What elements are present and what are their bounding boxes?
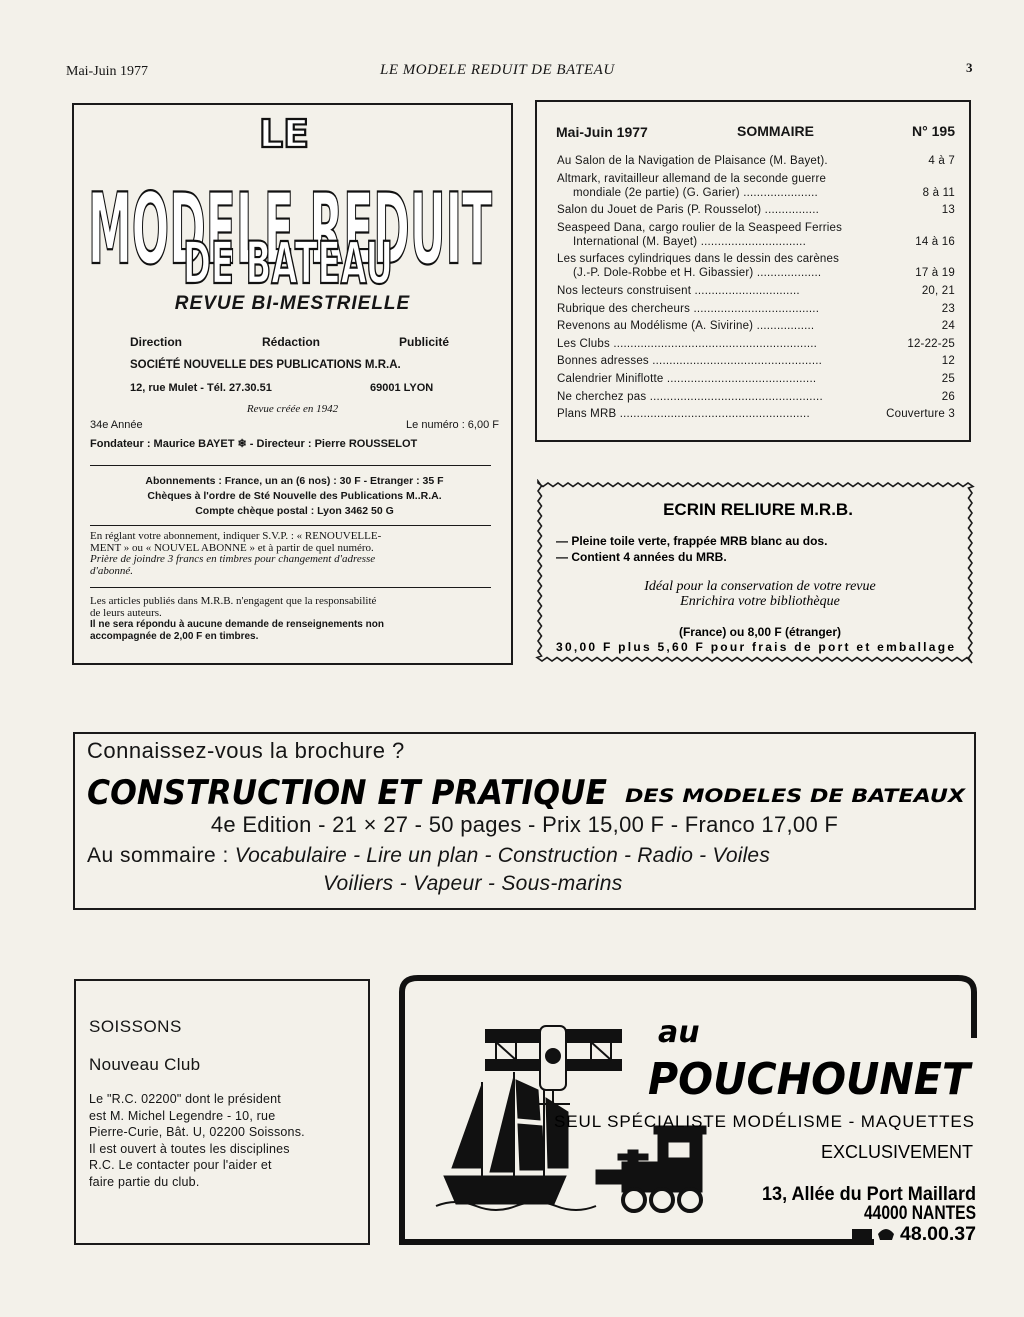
toc-item-page: 4 à 7	[925, 154, 955, 168]
subscriptions-block	[90, 474, 499, 519]
ecrin-bullet: — Contient 4 années du MRB.	[556, 550, 727, 564]
toc-item-page: 20, 21	[919, 284, 955, 298]
toc-item-page: 8 à 11	[920, 186, 955, 200]
brochure-title	[75, 768, 974, 818]
renewal-line: MENT » ou « NOUVEL ABONNE » et à partir de quel numéro.	[90, 541, 374, 554]
toc-item-title: Bonnes adresses ..................................................	[557, 355, 823, 368]
locomotive-icon	[596, 1126, 706, 1211]
brochure-question: Connaissez-vous la brochure ?	[87, 738, 405, 763]
toc-item-page: 26	[939, 390, 955, 404]
logo-le: LE	[258, 112, 310, 156]
toc-item	[557, 284, 955, 298]
divider	[90, 587, 491, 588]
sommaire-date: Mai-Juin 1977	[556, 124, 648, 140]
soissons-club-box	[74, 979, 370, 1245]
toc-item	[557, 354, 955, 368]
pouchounet-specialty: SEUL SPÉCIALISTE MODÉLISME - MAQUETTES	[554, 1112, 974, 1131]
toc-item	[557, 221, 955, 249]
masthead-box	[72, 103, 513, 665]
role-publicite: Publicité	[399, 335, 450, 349]
soissons-subheading: Nouveau Club	[89, 1055, 201, 1074]
toc-item-title: (J.-P. Dole-Robbe et H. Gibassier) ...................	[573, 267, 822, 280]
renewal-block	[90, 531, 499, 577]
cheques: Chèques à l'ordre de Sté Nouvelle des Publications M..R.A.	[147, 490, 442, 502]
ecrin-reliure-ad	[534, 479, 976, 665]
header-date: Mai-Juin 1977	[66, 64, 149, 79]
toc-item-title: International (M. Bayet) ...............................	[573, 235, 806, 248]
postal-account: Compte chèque postal : Lyon 3462 50 G	[195, 505, 394, 517]
role-direction: Direction	[130, 335, 183, 349]
ecrin-price: (France) ou 8,00 F (étranger)	[678, 625, 842, 639]
founded: Revue créée en 1942	[246, 403, 339, 415]
address: 12, rue Mulet - Tél. 27.30.51	[130, 382, 272, 394]
toc-item-title: Rubrique des chercheurs .....................................	[557, 302, 820, 315]
pouchounet-au: au	[658, 1015, 700, 1050]
divider	[90, 465, 491, 466]
brochure-title-main: CONSTRUCTION ET PRATIQUE	[87, 773, 607, 813]
logo-title: MODELE REDUIT	[88, 173, 493, 287]
pouchounet-phone: 48.00.37	[900, 1224, 976, 1245]
renewal-line: d'abonné.	[90, 564, 133, 577]
disclaimer-line: Il ne sera répondu à aucune demande de renseignements non	[90, 619, 384, 630]
toc-item-page: 17 à 19	[912, 266, 955, 280]
subscriptions: Abonnements : France, un an (6 nos) : 30 F - Etranger : 35 F	[145, 475, 444, 487]
toc-item	[557, 337, 955, 351]
toc-item-title: Revenons au Modélisme (A. Sivirine) .................	[557, 320, 815, 333]
toc-item-page: 23	[939, 302, 955, 316]
year: 34e Année	[90, 419, 143, 431]
toc-item	[557, 407, 955, 421]
disclaimer-block	[90, 596, 499, 642]
ecrin-bullet: — Pleine toile verte, frappée MRB blanc au dos.	[556, 534, 828, 548]
disclaimer-line: Les articles publiés dans M.R.B. n'engagent que la responsabilité	[90, 595, 377, 607]
toc-item-title: Les Clubs ............................................................	[557, 337, 818, 350]
tagline: REVUE BI-MESTRIELLE	[174, 293, 411, 314]
founders: Fondateur : Maurice BAYET ❄ - Directeur : Pierre ROUSSELOT	[90, 438, 418, 450]
summary-items: Voiliers - Vapeur - Sous-marins	[323, 872, 623, 895]
toc-item	[557, 372, 955, 386]
biplane-icon	[486, 1026, 621, 1104]
price: Le numéro : 6,00 F	[406, 419, 499, 431]
toc-item-page: 24	[939, 319, 955, 333]
toc-item-page: 12	[939, 354, 955, 368]
toc-item-title: Plans MRB ........................................................	[557, 408, 810, 421]
summary-label: Au sommaire :	[87, 844, 229, 867]
disclaimer-line: de leurs auteurs.	[90, 606, 162, 619]
toc-item-page: 25	[939, 372, 955, 386]
toc-item-title: Nos lecteurs construisent ...............................	[557, 285, 800, 297]
toc-item-page: 13	[939, 203, 955, 217]
brochure-title-sub: DES MODELES DE BATEAUX	[625, 785, 967, 807]
toc-item	[557, 302, 955, 316]
body-line: Pierre-Curie, Bât. U, 02200 Soissons.	[89, 1125, 305, 1139]
toc-item-title: Seaspeed Dana, cargo roulier de la Seaspeed Ferries	[557, 221, 843, 234]
ecrin-title: ECRIN RELIURE M.R.B.	[663, 500, 853, 519]
ecrin-slogan: Idéal pour la conservation de votre revue	[644, 579, 876, 594]
pouchounet-exclusive: EXCLUSIVEMENT	[820, 1142, 973, 1162]
body-line: est M. Michel Legendre - 10, rue	[89, 1108, 276, 1123]
sailing-ship-icon	[436, 1072, 596, 1210]
ad-frame	[852, 1229, 872, 1241]
toc-item	[557, 319, 955, 333]
publisher: SOCIÉTÉ NOUVELLE DES PUBLICATIONS M.R.A.	[130, 359, 401, 371]
toc-item-title: Les surfaces cylindriques dans le dessin des carènes	[557, 253, 840, 266]
soissons-body	[89, 1091, 356, 1190]
renewal-line: Prière de joindre 3 francs en timbres pour changement d'adresse	[90, 553, 376, 565]
toc-item-title: mondiale (2e partie) (G. Garier) ......................	[573, 186, 818, 199]
toc-item-title: Altmark, ravitailleur allemand de la seconde guerre	[557, 172, 827, 185]
ecrin-slogan: Enrichira votre bibliothèque	[680, 594, 840, 609]
body-line: R.C. Le contacter pour l'aider et	[89, 1158, 272, 1172]
header-magazine-title: LE MODELE REDUIT DE BATEAU	[380, 62, 615, 78]
divider	[90, 525, 491, 526]
renewal-line: En réglant votre abonnement, indiquer S.V.P. : « RENOUVELLE-	[90, 530, 382, 542]
phone-icon	[878, 1229, 894, 1240]
sommaire-box	[535, 100, 971, 442]
disclaimer-line: accompagnée de 2,00 F en timbres.	[90, 630, 259, 642]
role-redaction: Rédaction	[262, 335, 321, 349]
toc-item-page: Couverture 3	[883, 407, 955, 421]
pouchounet-name: POUCHOUNET	[648, 1054, 973, 1105]
toc-item	[557, 154, 955, 168]
pouchounet-ad	[396, 972, 980, 1252]
sommaire-title: SOMMAIRE	[737, 123, 814, 139]
toc-item	[557, 252, 955, 280]
toc-item-title: Calendrier Miniflotte ............................................	[557, 373, 817, 385]
toc-item-title: Au Salon de la Navigation de Plaisance (M. Bayet).	[557, 155, 828, 167]
body-line: faire partie du club.	[89, 1174, 200, 1189]
toc-item-page: 14 à 16	[912, 235, 955, 249]
brochure-edition: 4e Edition - 21 × 27 - 50 pages - Prix 15,00 F - Franco 17,00 F	[210, 812, 839, 837]
pouchounet-address: 13, Allée du Port Maillard	[762, 1184, 976, 1205]
summary-items: Vocabulaire - Lire un plan - Construction - Radio - Voiles	[234, 844, 771, 867]
toc-item	[557, 390, 955, 404]
brochure-summary	[87, 844, 770, 868]
ecrin-price: 30,00 F plus 5,60 F pour frais de port et emballage	[556, 640, 955, 654]
toc-item-title: Ne cherchez pas ...................................................	[557, 390, 823, 403]
city: 69001 LYON	[370, 382, 434, 394]
sommaire-issue: N° 195	[912, 123, 955, 139]
toc-item-page: 12-22-25	[904, 337, 955, 351]
toc-item-title: Salon du Jouet de Paris (P. Rousselot) ................	[557, 204, 819, 217]
toc-item	[557, 203, 955, 217]
logo-subtitle: DE BATEAU	[183, 229, 393, 297]
body-line: Il est ouvert à toutes les disciplines	[89, 1141, 290, 1156]
page-number: 3	[966, 60, 973, 75]
body-line: Le "R.C. 02200" dont le président	[89, 1092, 281, 1106]
brochure-ad	[73, 732, 976, 910]
soissons-heading: SOISSONS	[89, 1017, 182, 1036]
toc-item	[557, 172, 955, 200]
pouchounet-city: 44000 NANTES	[864, 1203, 976, 1224]
